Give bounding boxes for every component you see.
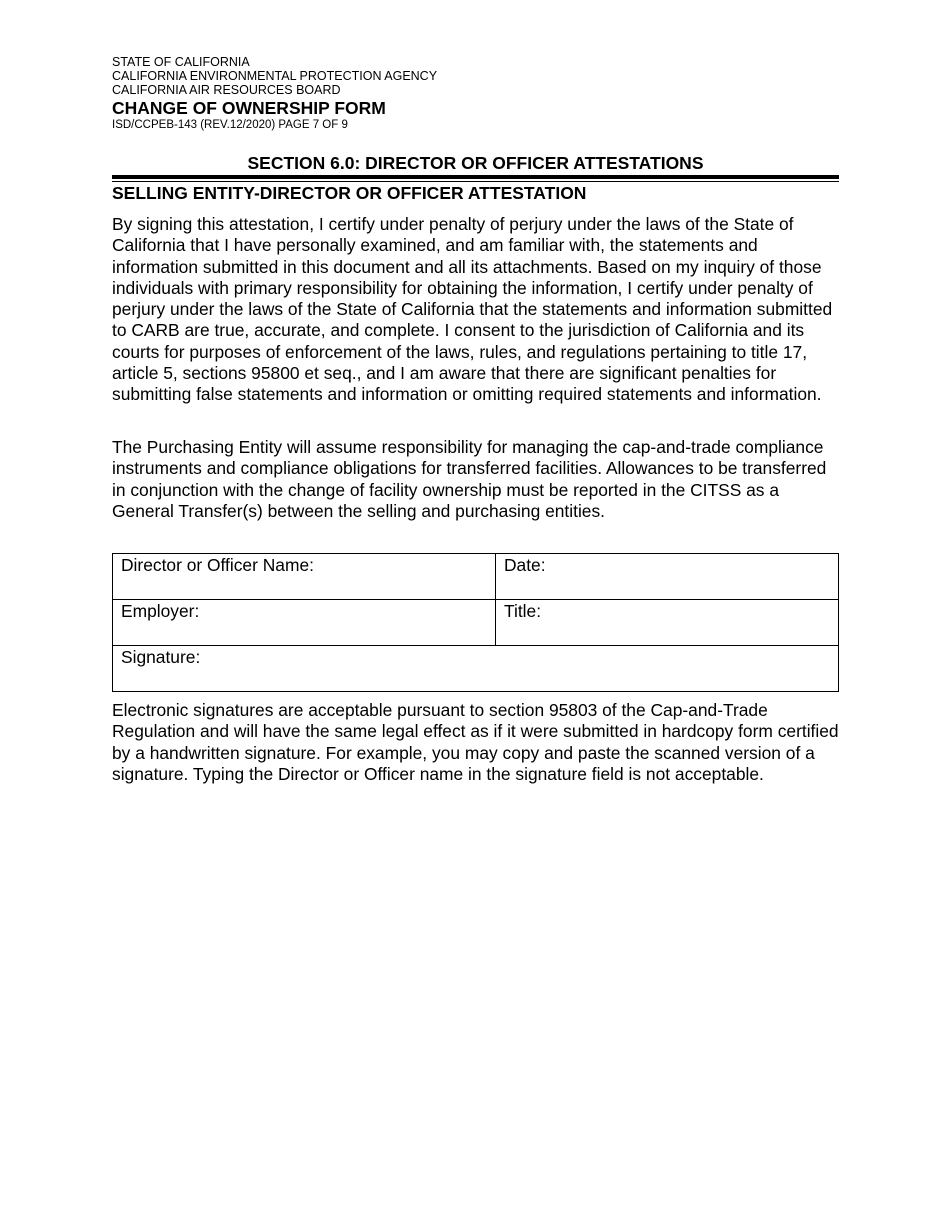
title-field[interactable]: [496, 600, 839, 646]
attestation-paragraph: By signing this attestation, I certify under penalty of perjury under the laws of the State of California that I have personally examined, and am familiar with, the statements and information submitted in this document and all its attachments. Based on my inquiry of those individuals with primary responsibility for obtaining the information, I certify under penalty of perjury under the laws of the State of California that the statements and information submitted to CARB are true, accurate, and complete. I consent to the jurisdiction of California and its courts for purposes of enforcement of the laws, rules, and regulations pertaining to title 17, article 5, sections 95800 et seq., and I am aware that there are significant penalties for submitting false statements and information or omitting required statements and information.: [112, 214, 833, 405]
table-row: [113, 600, 839, 646]
section-divider-thick: [112, 175, 839, 179]
agency-line-state: STATE OF CALIFORNIA: [112, 55, 250, 69]
employer-field[interactable]: [113, 600, 496, 646]
signature-label: Signature:: [121, 647, 201, 667]
date-label: Date:: [504, 555, 546, 575]
director-name-field[interactable]: [113, 554, 496, 600]
title-label: Title:: [504, 601, 542, 621]
purchasing-entity-paragraph: The Purchasing Entity will assume responsibility for managing the cap-and-trade compliance instruments and compliance obligations for transferred facilities. Allowances to be transferred in conjunction with the change of facility ownership must be reported in the CITSS as a General Transfer(s) between the selling and purchasing entities.: [112, 437, 827, 521]
table-row: [113, 554, 839, 600]
section-divider-thin: [112, 181, 839, 182]
table-row: [113, 646, 839, 692]
form-header: [112, 55, 437, 132]
form-title: CHANGE OF OWNERSHIP FORM: [112, 98, 386, 118]
section-subtitle: SELLING ENTITY-DIRECTOR OR OFFICER ATTESTATION: [112, 183, 587, 203]
agency-line-calepa: CALIFORNIA ENVIRONMENTAL PROTECTION AGENCY: [112, 69, 438, 83]
signature-field[interactable]: [113, 646, 839, 692]
signature-table: [112, 553, 839, 692]
date-field[interactable]: [496, 554, 839, 600]
form-id: ISD/CCPEB-143 (REV.12/2020) PAGE 7 OF 9: [112, 119, 348, 131]
employer-label: Employer:: [121, 601, 200, 621]
electronic-signature-paragraph: Electronic signatures are acceptable pursuant to section 95803 of the Cap-and-Trade Regulation and will have the same legal effect as if it were submitted in hardcopy form certified by a handwritten signature. For example, you may copy and paste the scanned version of a signature. Typing the Director or Officer name in the signature field is not acceptable.: [112, 700, 839, 784]
section-title: SECTION 6.0: DIRECTOR OR OFFICER ATTESTATIONS: [247, 153, 704, 173]
agency-line-carb: CALIFORNIA AIR RESOURCES BOARD: [112, 83, 341, 97]
director-name-label: Director or Officer Name:: [121, 555, 314, 575]
